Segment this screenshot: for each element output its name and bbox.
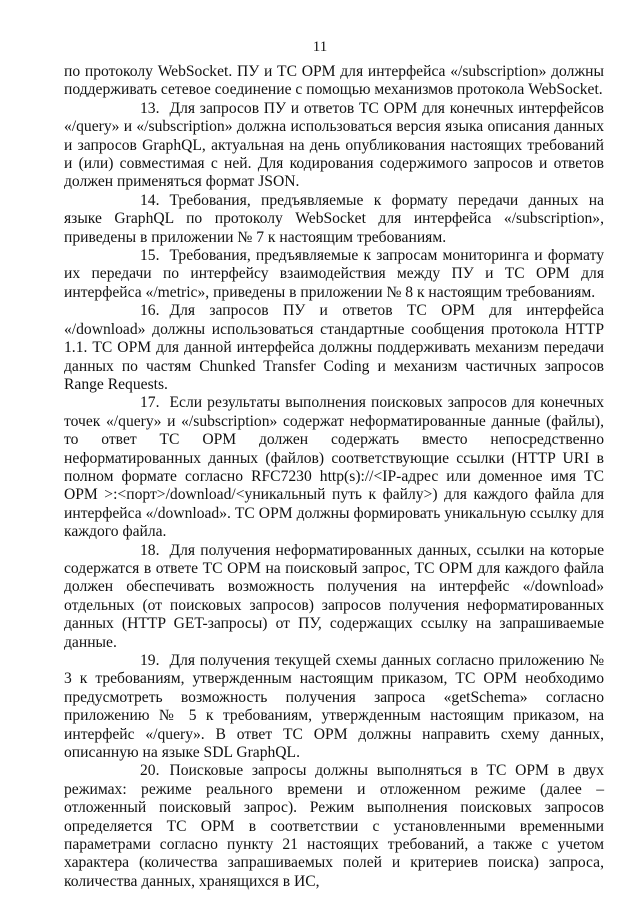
paragraph-number: 17. [140,394,160,412]
paragraph-text: Для запросов ПУ и ответов ТС ОРМ для конечных интерфейсов «/query» и «/subscription» должна использоваться версия языка описания данных и запросов GraphQL, актуальная на день опубликования настоящих требований и (или) совместимая с ней. Для кодирования содержимого запросов и ответов должен применяться формат JSON. [64,99,604,191]
paragraph-text: Для запросов ПУ и ответов ТС ОРМ для интерфейса «/download» должны использоваться стандартные сообщения протокола HTTP 1.1. ТС ОРМ для данной интерфейса должны поддерживать механизм передачи данных по частям Chunked Transfer Coding и механизм частичных запросов Range Requests. [64,302,604,393]
paragraph-text: Для получения текущей схемы данных согласно приложению № 3 к требованиям, утвержденным настоящим приказом, ТС ОРМ необходимо предусмотреть возможность получения запроса «getSchema» согласно приложению № 5 к требованиям, утвержденным настоящим приказом, на интерфейс «/query». В ответ ТС ОРМ должны направить схему данных, описанную на языке SDL GraphQL. [64,652,604,762]
paragraph-number: 18. [140,541,160,559]
paragraph-text: по протоколу WebSocket. ПУ и ТС ОРМ для интерфейса «/subscription» должны поддерживать сетевое соединение с помощью механизмов протокола WebSocket. [64,63,604,99]
paragraph-18 [64,542,604,652]
paragraph-text: Требования, предъявляемые к формату передачи данных на языке GraphQL по протоколу WebSocket для интерфейса «/subscription», приведены в приложении № 7 к настоящим требованиям. [64,191,604,246]
paragraph-20 [64,762,604,891]
paragraph-text: Если результаты выполнения поисковых запросов для конечных точек «/query» и «/subscription» содержат неформатированные данные (файлы), то ответ ТС ОРМ должен содержать вместо непосредственно неформатированных данных (файлов) соответствующие ссылки (HTTP URI в полном формате согласно RFC7230 http(s)://<IP-адрес или доменное имя ТС ОРМ >:<порт>/download/<уникальный путь к файлу>) для каждого файла для интерфейса «/download». ТС ОРМ должны формировать уникальную ссылку для каждого файла. [64,394,604,541]
paragraph-continuation [64,63,604,100]
paragraph-text: Для получения неформатированных данных, ссылки на которые содержатся в ответе ТС ОРМ на поисковый запрос, ТС ОРМ для каждого файла должен обеспечивать возможность получения на интерфейс «/download» отдельных (от поисковых запросов) запросов получения неформатированных данных (HTTP GET-запросы) от ПУ, содержащих ссылку на запрашиваемые данные. [64,541,604,651]
paragraph-19 [64,652,604,762]
page-number: 11 [312,39,328,55]
paragraph-number: 20. [140,762,160,780]
paragraph-14 [64,192,604,247]
paragraph-text: Требования, предъявляемые к запросам мониторинга и формату их передачи по интерфейсу взаимодействия между ПУ и ТС ОРМ для интерфейса «/metric», приведены в приложении № 8 к настоящим требованиям. [64,247,604,301]
paragraph-number: 15. [140,247,160,265]
paragraph-number: 19. [140,652,160,669]
paragraph-number: 13. [140,99,160,117]
paragraph-text: Поисковые запросы должны выполняться в ТС ОРМ в двух режимах: режиме реального времени и отложенном режиме (далее – отложенный поисковый запрос). Режим выполнения поисковых запросов определяется ТС ОРМ в соответствии с установленными временными параметрами согласно пункту 21 настоящих требований, а также с учетом характера (количества запрашиваемых полей и критериев поиска) запроса, количества данных, хранящихся в ИС, [64,762,604,890]
paragraph-number: 14. [140,191,160,209]
paragraph-13 [64,100,604,192]
paragraph-16 [64,302,604,394]
paragraph-number: 16. [140,302,160,320]
document-body [64,63,604,891]
paragraph-17 [64,394,604,541]
paragraph-15 [64,247,604,302]
